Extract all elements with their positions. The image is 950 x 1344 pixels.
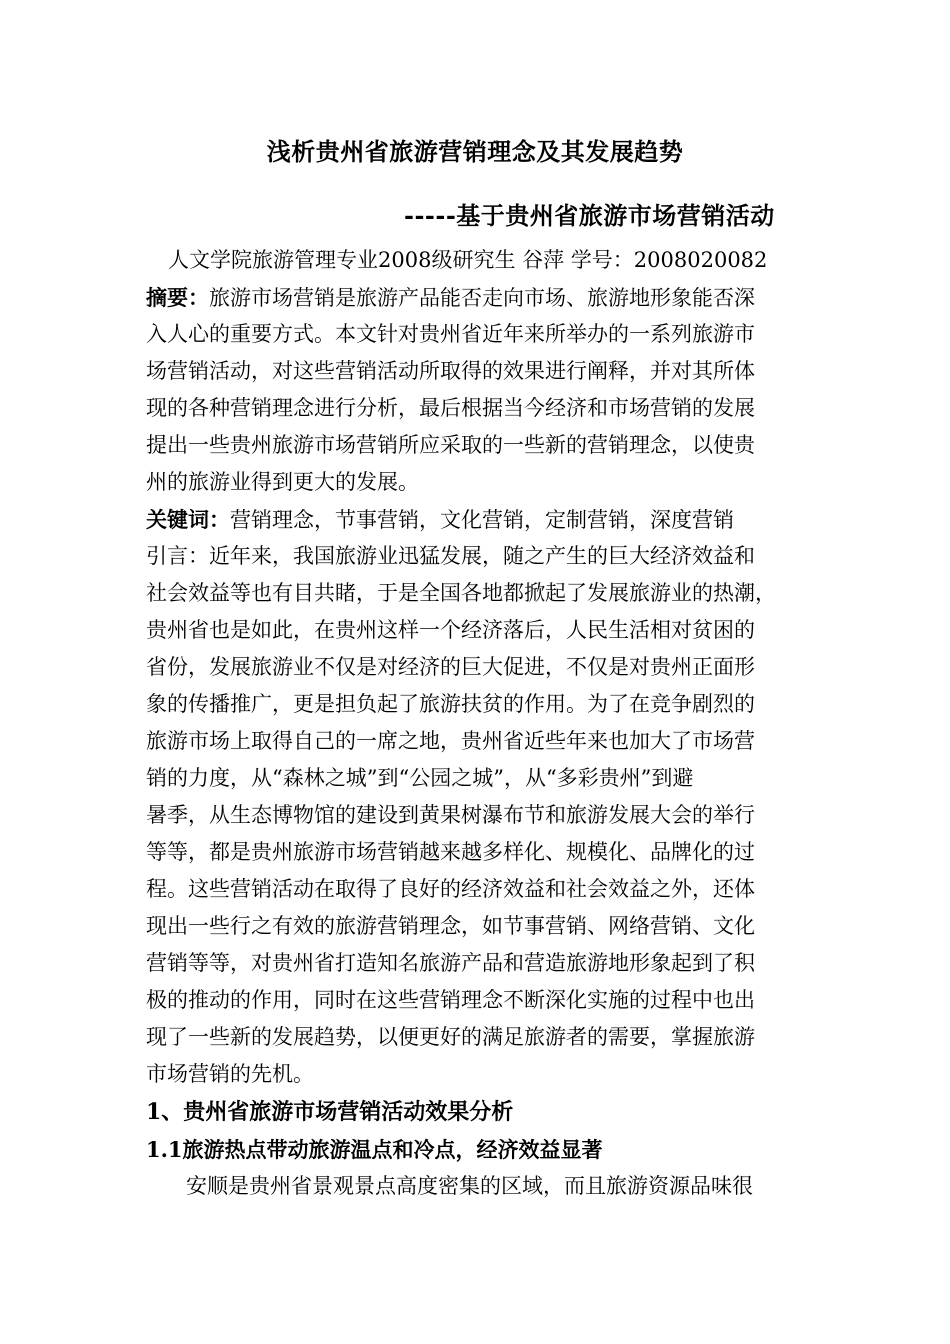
abstract-label: 摘要： <box>146 285 209 310</box>
abstract-line-2: 入人心的重要方式。本文针对贵州省近年来所举办的一系列旅游市 <box>146 322 755 346</box>
intro-line-13: 极的推动的作用，同时在这些营销理念不断深化实施的过程中也出 <box>146 988 755 1012</box>
abstract-line-3: 场营销活动，对这些营销活动所取得的效果进行阐释，并对其所体 <box>146 359 755 383</box>
intro-line-10: 程。这些营销活动在取得了良好的经济效益和社会效益之外，还体 <box>146 877 755 901</box>
intro-line-2: 社会效益等也有目共睹，于是全国各地都掀起了发展旅游业的热潮， <box>146 581 776 605</box>
intro-line-7: 销的力度，从“森林之城”到“公园之城”，从“多彩贵州”到避 <box>146 766 694 790</box>
intro-line-14: 现了一些新的发展趋势，以便更好的满足旅游者的需要，掌握旅游 <box>146 1025 755 1049</box>
abstract-line-1 <box>146 279 826 316</box>
intro-line-1: 引言：近年来，我国旅游业迅猛发展，随之产生的巨大经济效益和 <box>146 544 755 568</box>
intro-line-5: 象的传播推广，更是担负起了旅游扶贫的作用。为了在竞争剧烈的 <box>146 692 755 716</box>
intro-line-12: 营销等等，对贵州省打造知名旅游产品和营造旅游地形象起到了积 <box>146 951 755 975</box>
abstract-line-5: 提出一些贵州旅游市场营销所应采取的一些新的营销理念，以使贵 <box>146 433 755 457</box>
document-body <box>146 242 826 1205</box>
abstract-line-4: 现的各种营销理念进行分析，最后根据当今经济和市场营销的发展 <box>146 396 755 420</box>
author-line: 人文学院旅游管理专业2008级研究生 谷萍 学号：2008020082 <box>168 248 768 272</box>
abstract-line-6: 州的旅游业得到更大的发展。 <box>146 470 419 494</box>
abstract-text: 旅游市场营销是旅游产品能否走向市场、旅游地形象能否深 <box>209 286 755 310</box>
intro-line-3: 贵州省也是如此，在贵州这样一个经济落后，人民生活相对贫困的 <box>146 618 755 642</box>
keywords-label: 关键词： <box>146 507 230 532</box>
section-1-1-paragraph-line-1: 安顺是贵州省景观景点高度密集的区域，而且旅游资源品味很 <box>186 1174 753 1198</box>
document-subtitle: -----基于贵州省旅游市场营销活动 <box>404 201 775 230</box>
intro-line-9: 等等，都是贵州旅游市场营销越来越多样化、规模化、品牌化的过 <box>146 840 755 864</box>
document-title: 浅析贵州省旅游营销理念及其发展趋势 <box>266 137 684 166</box>
keywords-line <box>146 501 826 538</box>
section-heading-1: 1、贵州省旅游市场营销活动效果分析 <box>146 1099 514 1125</box>
keywords-text: 营销理念，节事营销，文化营销，定制营销，深度营销 <box>230 508 734 532</box>
section-heading-1-1: 1.1旅游热点带动旅游温点和冷点，经济效益显著 <box>146 1137 603 1162</box>
intro-line-11: 现出一些行之有效的旅游营销理念，如节事营销、网络营销、文化 <box>146 914 755 938</box>
intro-line-8: 暑季，从生态博物馆的建设到黄果树瀑布节和旅游发展大会的举行 <box>146 803 755 827</box>
intro-line-6: 旅游市场上取得自己的一席之地，贵州省近些年来也加大了市场营 <box>146 729 755 753</box>
intro-line-4: 省份，发展旅游业不仅是对经济的巨大促进，不仅是对贵州正面形 <box>146 655 755 679</box>
intro-line-15: 市场营销的先机。 <box>146 1062 314 1086</box>
